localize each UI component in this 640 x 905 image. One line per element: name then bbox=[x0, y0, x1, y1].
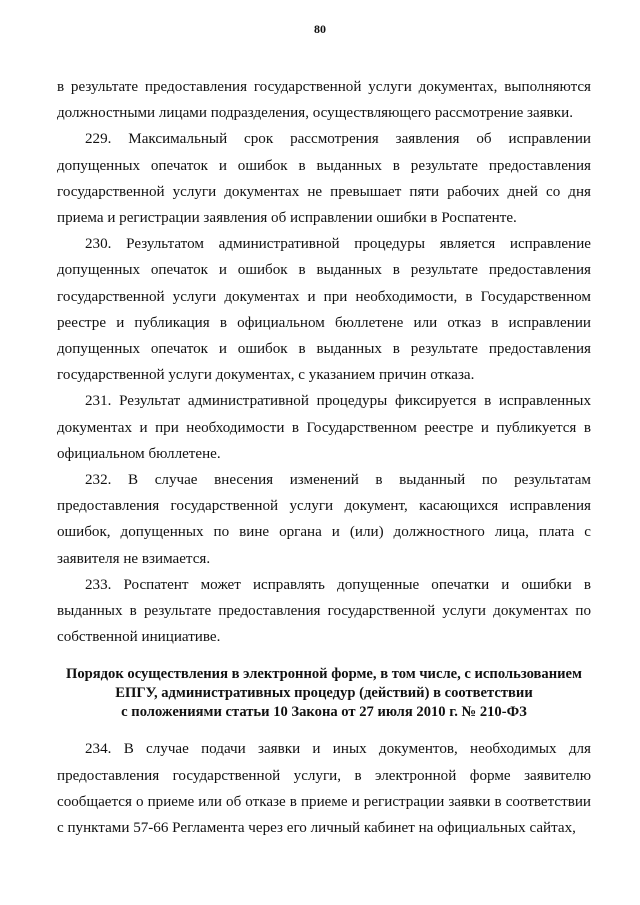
document-body bbox=[57, 74, 591, 841]
section-heading-line-1: Порядок осуществления в электронной форме, в том числе, с использованием bbox=[66, 666, 582, 683]
page-number: 80 bbox=[314, 22, 326, 36]
paragraph-233: 233. Роспатент может исправлять допущенные опечатки и ошибки в выданных в результате предоставления государственной услуги документах по собственной инициативе. bbox=[57, 576, 591, 646]
paragraph-continuation: в результате предоставления государственной услуги документах, выполняются должностными лицами подразделения, осуществляющего рассмотрение заявки. bbox=[57, 79, 591, 122]
paragraph-232: 232. В случае внесения изменений в выданный по результатам предоставления государственной услуги документ, касающихся исправления ошибок, допущенных по вине органа и (или) должностного лица, плата с заявителя не взимается. bbox=[57, 472, 591, 567]
paragraph-230: 230. Результатом административной процедуры является исправление допущенных опечаток и ошибок в выданных в результате предоставления государственной услуги документах и при необходимости, в Государственном реестре и публикация в официальном бюллетене или отказ в исправлении допущенных опечаток и ошибок в выданных в результате предоставления государственной услуги документах, с указанием причин отказа. bbox=[57, 236, 591, 384]
section-heading-line-3: с положениями статьи 10 Закона от 27 июля 2010 г. № 210-ФЗ bbox=[121, 704, 527, 721]
paragraph-231: 231. Результат административной процедуры фиксируется в исправленных документах и при необходимости в Государственном реестре и публикуется в официальном бюллетене. bbox=[57, 393, 591, 462]
paragraph-234: 234. В случае подачи заявки и иных документов, необходимых для предоставления государственной услуги, в электронной форме заявителю сообщается о приеме или об отказе в приеме и регистрации заявки в соответствии с пунктами 57-66 Регламента через его личный кабинет на официальных сайтах, bbox=[57, 741, 591, 837]
section-heading-line-2: ЕПГУ, административных процедур (действий) в соответствии bbox=[115, 685, 533, 702]
section-heading bbox=[57, 665, 591, 722]
paragraph-229: 229. Максимальный срок рассмотрения заявления об исправлении допущенных опечаток и ошибок в выданных в результате предоставления государственной услуги документах не превышает пяти рабочих дней со дня приема и регистрации заявления об исправлении ошибки в Роспатенте. bbox=[57, 131, 591, 227]
